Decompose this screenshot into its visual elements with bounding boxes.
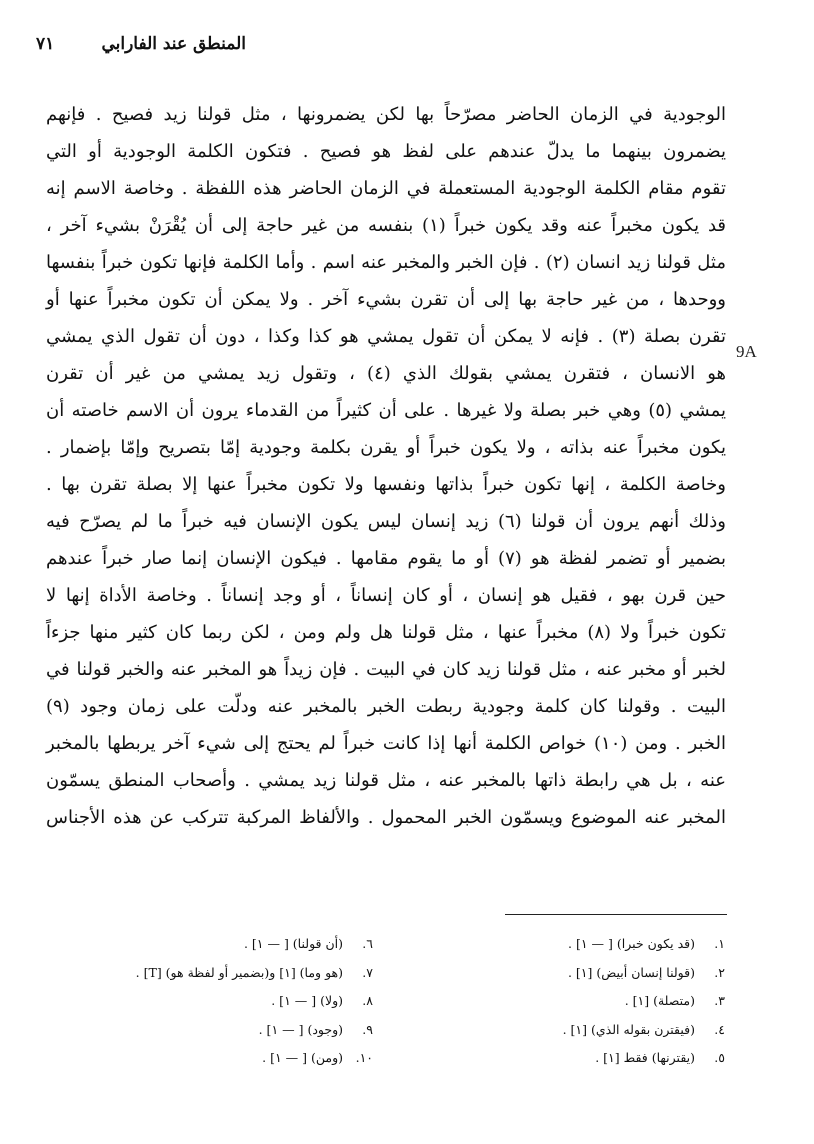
- text-line: مثل قولنا زيد انسان (٢) . فإن الخبر والمخبر عنه اسم . وأما الكلمة فإنها تكون خبراً بنفسها: [46, 252, 727, 273]
- text-line: يمشي (٥) وهي خبر بصلة ولا غيرها . على أن كثيراً من القدماء يرون أن الاسم خاصته أن: [46, 400, 726, 421]
- running-title: المنطق عند الفارابي: [101, 34, 246, 54]
- text-line: لخبر أو مخبر عنه ، مثل قولنا زيد كان في البيت . فإن زيداً هو المخبر عنه والخبر قولنا في: [46, 659, 726, 680]
- text-line: تقوم مقام الكلمة الوجودية المستعملة في الزمان الحاضر هذه اللفظة . وخاصة الاسم إنه: [46, 178, 726, 199]
- footnote-number: ٤.: [714, 1021, 725, 1037]
- footnote-number: ٥.: [714, 1050, 725, 1065]
- text-line: البيت . وقولنا كان كلمة وجودية ربطت الخبر بالمخبر عنه ودلّت على زمان وجود (٩): [46, 696, 726, 717]
- footnote-text: (متصلة) [١] .: [624, 993, 695, 1008]
- text-line: بضمير أو تضمر لفظة هو (٧) أو ما يقوم مقامها . فيكون الإنسان إنما صار خبراً عندهم: [46, 548, 726, 569]
- footnote-number: ٢.: [714, 964, 725, 980]
- text-line: يضمرون بينهما ما يدلّ عندهم على لفظ هو فصيح . فتكون الكلمة الوجودية أو التي: [46, 141, 726, 162]
- footnote-text: (أن قولنا) [ — ١] .: [243, 936, 343, 951]
- footnote-number: ٩.: [362, 1021, 373, 1037]
- footnote-text: (قولنا إنسان أبيض) [١] .: [567, 964, 695, 980]
- text-line: وذلك أنهم يرون أن قولنا (٦) زيد إنسان ليس يكون الإنسان فيه خبراً ما لم يصرّح فيه: [46, 511, 726, 532]
- footnote-number: ٨.: [362, 993, 373, 1008]
- main-paragraph: [46, 96, 726, 836]
- footnote-text: (فيقترن بقوله الذي) [١] .: [562, 1021, 695, 1037]
- footnote: [21, 959, 373, 988]
- footnote: [21, 987, 373, 1016]
- footnote-number: ٣.: [714, 993, 725, 1008]
- text-line: الوجودية في الزمان الحاضر مصرّحاً بها لكن يضمرونها ، مثل قولنا زيد فصيح . فإنهم: [46, 104, 726, 125]
- text-line: هو الانسان ، فتقرن يمشي بقولك الذي (٤) ، وتقول زيد يمشي من غير أن تقرن: [46, 363, 726, 384]
- footnote-text: (ومن) [ — ١] .: [262, 1050, 343, 1065]
- margin-note: 9A: [736, 342, 757, 361]
- text-line: قد يكون مخبراً عنه وقد يكون خبراً (١) بنفسه من غير حاجة إلى أن يُقْرَنْ بشيء آخر ،: [46, 215, 727, 236]
- footnote: [373, 987, 725, 1016]
- footnotes: [20, 930, 725, 1073]
- footnote-number: ١٠.: [355, 1050, 373, 1065]
- footnote-number: ٧.: [362, 964, 373, 980]
- footnote: [21, 930, 373, 959]
- text-line: يكون مخبراً عنه بذاته ، ولا يكون خبراً أو يقرن بكلمة وجودية إمّا بتصريح وإمّا بإضمار .: [46, 437, 726, 458]
- footnote: [21, 1044, 373, 1073]
- text-line: عنه ، بل هي رابطة ذاتها بالمخبر عنه ، مثل قولنا زيد يمشي . وأصحاب المنطق يسمّون: [46, 770, 726, 791]
- footnote: [373, 930, 725, 959]
- page-number: ٧١: [36, 34, 55, 54]
- text-line: تقرن بصلة (٣) . فإنه لا يمكن أن تقول يمشي هو كذا وكذا ، دون أن تقول الذي يمشي: [46, 326, 726, 347]
- footnotes-column-left: [21, 930, 373, 1073]
- text-line: ووحدها ، من غير حاجة بها إلى أن تقرن بشيء آخر . ولا يمكن أن تكون مخبراً عنها أو: [46, 289, 726, 310]
- text-line: تكون خبراً ولا (٨) مخبراً عنها ، مثل قولنا هل ولم ومن ، لكن ربما كان كثير منها جزءاً: [46, 622, 727, 643]
- footnote-text: (ولا) [ — ١] .: [271, 993, 343, 1008]
- footnotes-column-right: [373, 930, 725, 1073]
- text-line: الخبر . ومن (١٠) خواص الكلمة أنها إذا كانت خبراً لم يحتج إلى شيء آخر يربطها بالمخبر: [46, 733, 726, 754]
- footnote: [21, 1016, 373, 1045]
- footnote: [373, 1016, 725, 1045]
- footnote-text: (هو وما) [١] و(بضمير أو لفظة هو) [T] .: [135, 964, 343, 980]
- footnote-number: ٦.: [362, 936, 373, 951]
- footnote-text: (يقترنها) فقط [١] .: [595, 1050, 695, 1065]
- footnote-text: (وجود) [ — ١] .: [258, 1021, 343, 1037]
- footnote-text: (قد يكون خبرا) [ — ١] .: [568, 936, 695, 951]
- page-header: [36, 34, 246, 54]
- footnote: [373, 1044, 725, 1073]
- text-line: وخاصة الكلمة ، إنها تكون خبراً بذاتها ونفسها ولا تكون مخبراً عنها إلا بصلة تقرن بها .: [46, 474, 726, 495]
- text-line: المخبر عنه الموضوع ويسمّون الخبر المحمول . والألفاظ المركبة تتركب عن هذه الأجناس: [46, 807, 726, 828]
- footnote-number: ١.: [714, 936, 725, 951]
- footnote-separator: [505, 914, 727, 915]
- text-line: حين قرن بهو ، فقيل هو إنسان ، أو كان إنساناً ، أو وجد إنساناً . وخاصة الأداة إنها لا: [46, 585, 726, 606]
- footnote: [373, 959, 725, 988]
